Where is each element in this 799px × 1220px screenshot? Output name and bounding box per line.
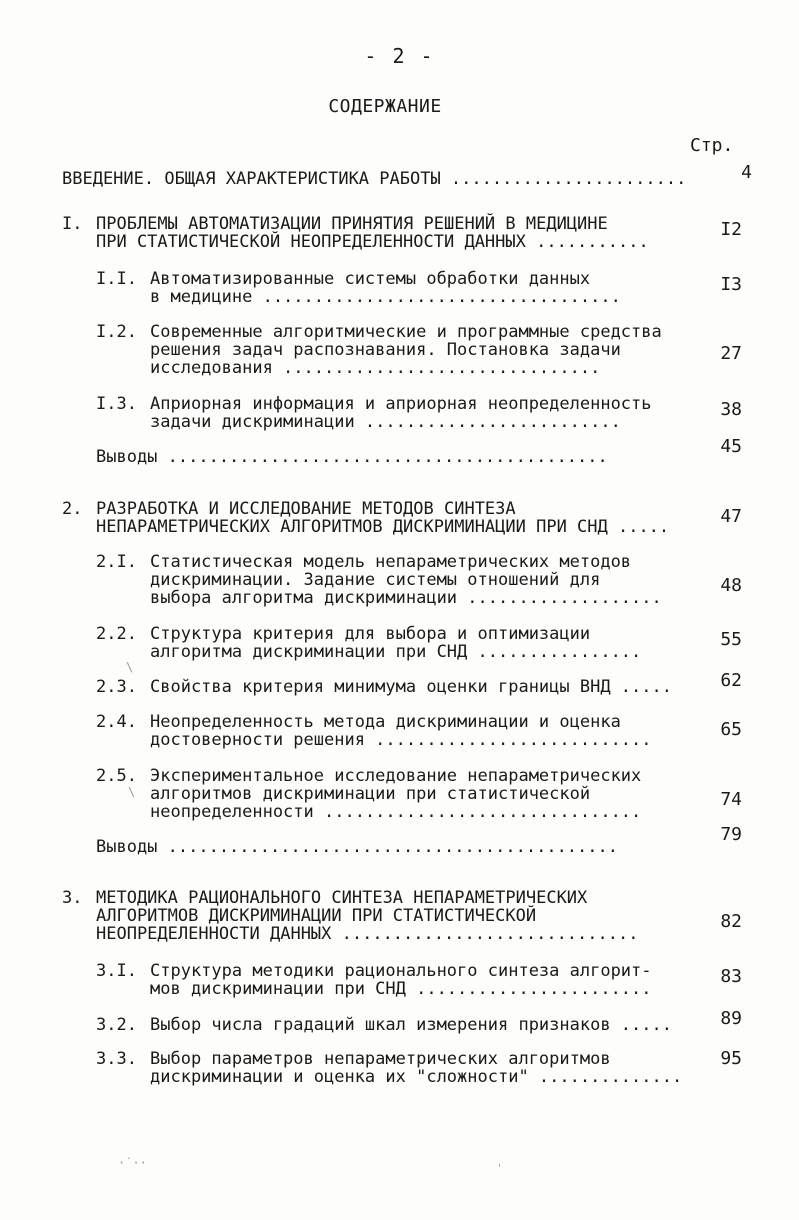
toc-line: Автоматизированные системы обработки данных: [150, 269, 591, 289]
toc-line: Выводы ...........................................: [96, 447, 608, 467]
toc-line: ПРИ СТАТИСТИЧЕСКОЙ НЕОПРЕДЕЛЕННОСТИ ДАННЫХ ...........: [96, 232, 649, 252]
toc-num: 2.: [62, 499, 83, 519]
toc-line: Выводы ............................................: [96, 837, 618, 857]
toc-line: выбора алгоритма дискриминации ...................: [150, 588, 662, 608]
toc-line: Современные алгоритмические и программные средства: [150, 322, 662, 342]
toc-line: исследования ...............................: [150, 358, 601, 378]
toc-line: алгоритма дискриминации при СНД ................: [150, 642, 642, 662]
toc-line: Статистическая модель непараметрических методов: [150, 552, 632, 572]
toc-page: 4: [741, 162, 752, 183]
toc-num: 3.: [62, 888, 83, 908]
toc-line: НЕПАРАМЕТРИЧЕСКИХ АЛГОРИТМОВ ДИСКРИМИНАЦИИ ПРИ СНД .....: [96, 517, 670, 537]
toc-page: 83: [720, 966, 742, 987]
toc-line: в медицине ...................................: [150, 287, 621, 307]
toc-page: 89: [720, 1008, 742, 1029]
toc-line: задачи дискриминации .........................: [150, 412, 621, 432]
scan-mark: ˈ: [496, 1162, 504, 1176]
toc-line: решения задач распознавания. Постановка задачи: [150, 340, 621, 360]
toc-page: 55: [720, 629, 742, 650]
toc-num: 3.2.: [96, 1015, 137, 1035]
scan-mark: \: [126, 660, 134, 674]
toc-page: 65: [720, 719, 742, 740]
scan-mark: ·˙··: [118, 1156, 147, 1170]
toc-line: Априорная информация и априорная неопределенность: [150, 394, 652, 414]
toc-line: Выбор числа градаций шкал измерения признаков .....: [150, 1015, 672, 1035]
toc-line: Экспериментальное исследование непараметрических: [150, 766, 642, 786]
toc-page: 45: [720, 436, 742, 457]
toc-line: Выбор параметров непараметрических алгоритмов: [150, 1049, 611, 1069]
scan-mark: \: [128, 785, 136, 799]
toc-num: 2.3.: [96, 677, 137, 697]
toc-page: 62: [720, 670, 742, 691]
toc-line: достоверности решения ...........................: [150, 730, 652, 750]
toc-num: I.: [62, 214, 83, 234]
toc-line: НЕОПРЕДЕЛЕННОСТИ ДАННЫХ .............................: [96, 924, 639, 944]
toc-num: 2.5.: [96, 766, 137, 786]
page-number: - 2 -: [364, 44, 435, 68]
toc-line: Свойства критерия минимума оценки границы ВНД .....: [150, 677, 672, 697]
toc-page: 38: [720, 399, 742, 420]
toc-num: 2.I.: [96, 552, 137, 572]
toc-line: дискриминации. Задание системы отношений для: [150, 570, 601, 590]
toc-num: 3.3.: [96, 1049, 137, 1069]
toc-line: РАЗРАБОТКА И ИССЛЕДОВАНИЕ МЕТОДОВ СИНТЕЗА: [96, 499, 516, 519]
toc-num: 2.4.: [96, 712, 137, 732]
toc-page: 79: [720, 824, 742, 845]
toc-num: I.2.: [96, 322, 137, 342]
toc-page: 82: [720, 911, 742, 932]
toc-page: 95: [720, 1048, 742, 1069]
toc-num: 3.I.: [96, 961, 137, 981]
toc-num: 2.2.: [96, 624, 137, 644]
toc-line: Структура методики рационального синтеза алгорит-: [150, 961, 652, 981]
toc-line: ВВЕДЕНИЕ. ОБЩАЯ ХАРАКТЕРИСТИКА РАБОТЫ .......................: [62, 169, 687, 189]
toc-page: I2: [720, 219, 742, 240]
toc-page: 48: [720, 575, 742, 596]
toc-num: I.3.: [96, 394, 137, 414]
toc-line: дискриминации и оценка их "сложности" ..............: [150, 1067, 683, 1087]
page-column-label: Стр.: [690, 135, 734, 156]
toc-line: АЛГОРИТМОВ ДИСКРИМИНАЦИИ ПРИ СТАТИСТИЧЕСКОЙ: [96, 906, 537, 926]
toc-num: I.I.: [96, 269, 137, 289]
toc-line: мов дискриминации при СНД .......................: [150, 979, 652, 999]
toc-page: I3: [720, 274, 742, 295]
toc-line: ПРОБЛЕМЫ АВТОМАТИЗАЦИИ ПРИНЯТИЯ РЕШЕНИЙ В МЕДИЦИНЕ: [96, 214, 608, 234]
toc-line: алгоритмов дискриминации при статистической: [150, 784, 591, 804]
toc-line: МЕТОДИКА РАЦИОНАЛЬНОГО СИНТЕЗА НЕПАРАМЕТРИЧЕСКИХ: [96, 888, 588, 908]
document-title: СОДЕРЖАНИЕ: [328, 96, 442, 117]
toc-line: Неопределенность метода дискриминации и оценка: [150, 712, 621, 732]
toc-page: 27: [720, 343, 742, 364]
toc-line: Структура критерия для выбора и оптимизации: [150, 624, 591, 644]
toc-line: неопределенности ...............................: [150, 802, 642, 822]
toc-page: 74: [720, 789, 742, 810]
toc-page: 47: [720, 506, 742, 527]
